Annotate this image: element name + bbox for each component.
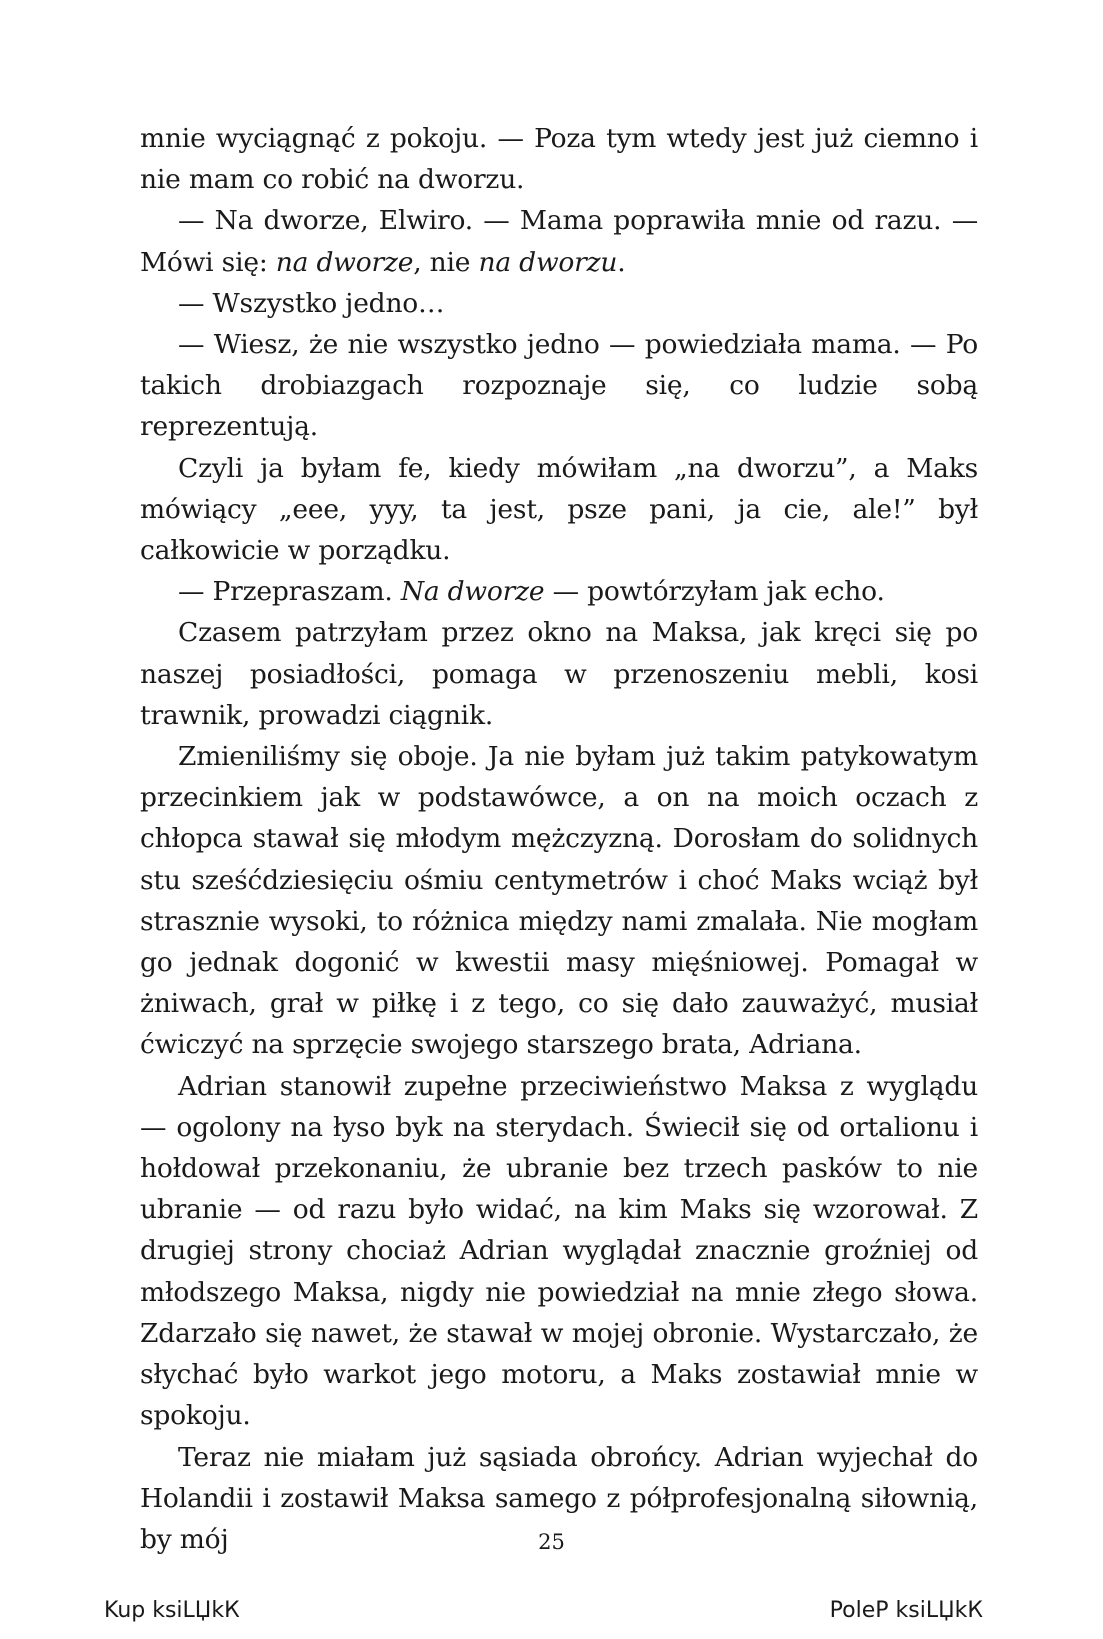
- paragraph: [140, 448, 978, 572]
- text-run: — powtórzyłam jak echo.: [544, 576, 885, 608]
- paragraph: [140, 736, 978, 1066]
- paragraph: [140, 571, 978, 612]
- paragraph: [140, 324, 978, 448]
- text-run: Zmieniliśmy się oboje. Ja nie byłam już takim patykowatym przecinkiem jak w podstawówce, a on na moich oczach z chłopca stawał się młodym mężczyzną. Dorosłam do solidnych stu sześćdziesięciu ośmiu centymetrów i choć Maks wciąż był strasznie wysoki, to różnica między nami zmalała. Nie mogłam go jednak dogonić w kwestii masy mięśniowej. Pomagał w żniwach, grał w piłkę i z tego, co się dało zauważyć, musiał ćwiczyć na sprzęcie swojego starszego brata, Adriana.: [140, 741, 978, 1061]
- text-run: mnie wyciągnąć z pokoju. — Poza tym wtedy jest już ciemno i nie mam co robić na dworzu.: [140, 123, 978, 196]
- text-run: — Wszystko jedno…: [178, 287, 445, 319]
- italic-text: Na dworze: [400, 576, 545, 608]
- text-run: — Wiesz, że nie wszystko jedno — powiedziała mama. — Po takich drobiazgach rozpoznaje się, co ludzie sobą reprezentują.: [140, 329, 978, 443]
- italic-text: na dworzu: [478, 246, 618, 278]
- text-run: — Przepraszam.: [178, 576, 401, 608]
- text-run: Czyli ja byłam fe, kiedy mówiłam „na dworzu”, a Maks mówiący „eee, yyy, ta jest, psze pani, ja cie, ale!” był całkowicie w porządku.: [140, 452, 978, 567]
- text-run: Czasem patrzyłam przez okno na Maksa, jak kręci się po naszej posiadłości, pomaga w przenoszeniu mebli, kosi trawnik, prowadzi ciągnik.: [140, 617, 978, 731]
- text-run: , nie: [413, 246, 479, 278]
- page-number: 25: [538, 1530, 565, 1554]
- recommend-book-link[interactable]: PoleР ksiLЏkК: [829, 1598, 983, 1623]
- buy-book-link[interactable]: Kup ksiLЏkК: [104, 1598, 240, 1623]
- paragraph: [140, 118, 978, 200]
- italic-text: na dworze: [275, 246, 414, 278]
- paragraph: [140, 612, 978, 736]
- paragraph: [140, 1066, 978, 1437]
- text-run: .: [617, 246, 626, 278]
- text-run: Adrian stanowił zupełne przeciwieństwo Maksa z wyglądu — ogolony na łyso byk na sterydach. Świecił się od ortalionu i hołdował przekonaniu, że ubranie bez trzech pasków to nie ubranie — od razu było widać, na kim Maks się wzorował. Z drugiej strony chociaż Adrian wyglądał znacznie groźniej od młodszego Maksa, nigdy nie powiedział na mnie złego słowa. Zdarzało się nawet, że stawał w mojej obronie. Wystarczało, że słychać było warkot jego motoru, a Maks zostawiał mnie w spokoju.: [140, 1070, 978, 1432]
- text-run: — Na dworze, Elwiro. — Mama poprawiła mnie od razu. — Mówi się:: [140, 205, 978, 278]
- paragraph: [140, 283, 978, 324]
- page-body: [140, 118, 978, 1560]
- text-run: Teraz nie miałam już sąsiada obrońcy. Adrian wyjechał do Holandii i zostawił Maksa samego z półprofesjonalną siłownią, by mój: [140, 1441, 978, 1555]
- paragraph: [140, 200, 978, 282]
